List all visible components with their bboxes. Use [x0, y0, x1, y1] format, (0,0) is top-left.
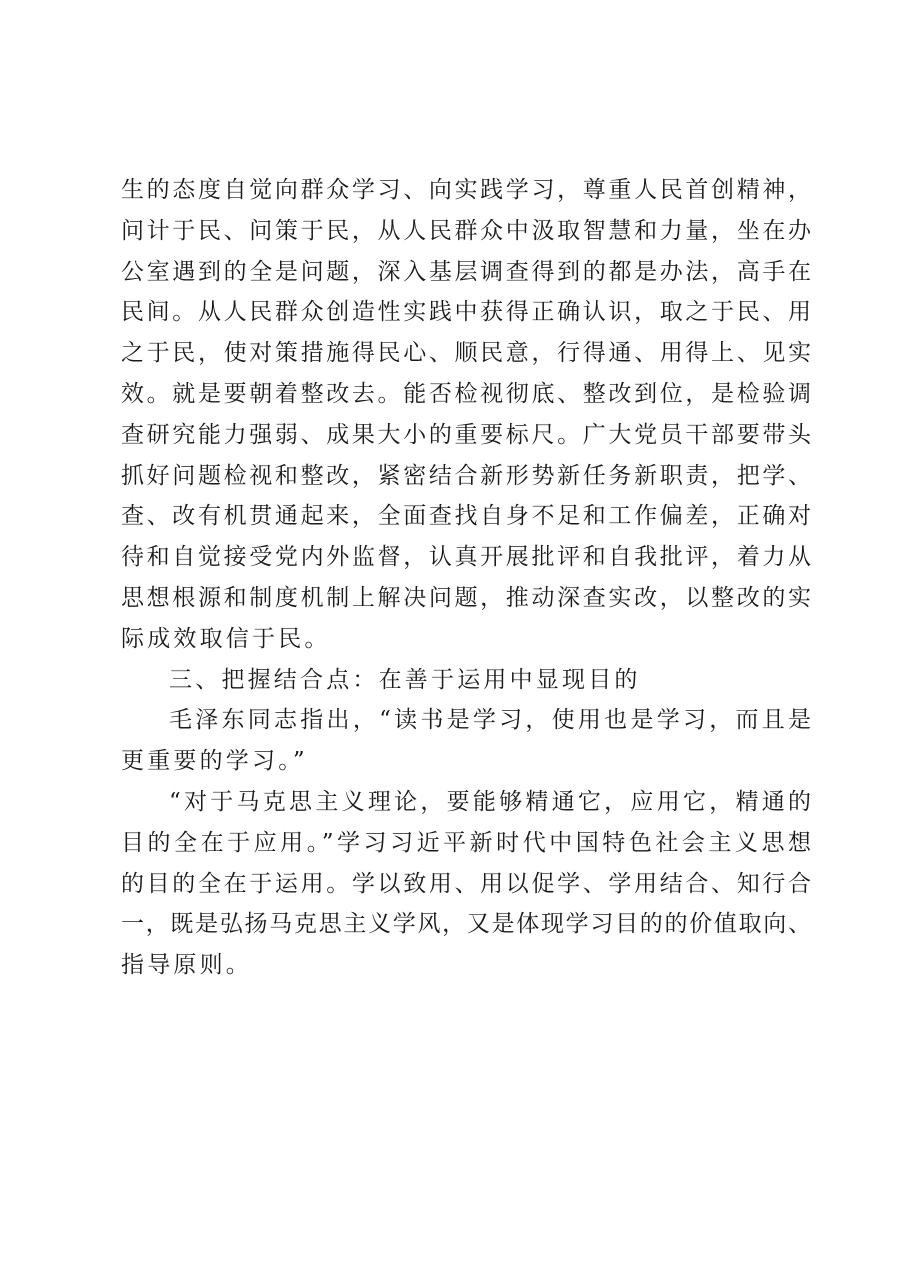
text-line: 查、改有机贯通起来，全面查找自身不足和工作偏差，正确对	[121, 503, 811, 530]
document-body	[121, 170, 811, 986]
text-line: 目的全在于应用。”学习习近平新时代中国特色社会主义思想	[121, 829, 811, 856]
text-line: 查研究能力强弱、成果大小的重要标尺。广大党员干部要带头	[121, 421, 811, 448]
text-line: 抓好问题检视和整改，紧密结合新形势新任务新职责，把学、	[121, 462, 811, 489]
text-line: 民间。从人民群众创造性实践中获得正确认识，取之于民、用	[121, 299, 811, 326]
text-line: 更重要的学习。”	[121, 748, 308, 775]
text-line: 思想根源和制度机制上解决问题，推动深查实改，以整改的实	[121, 584, 811, 611]
text-line: 效。就是要朝着整改去。能否检视彻底、整改到位，是检验调	[121, 380, 811, 407]
text-line: “对于马克思主义理论，要能够精通它，应用它，精通的	[169, 788, 811, 815]
text-line: 际成效取信于民。	[121, 625, 331, 652]
text-line: 的目的全在于运用。学以致用、用以促学、学用结合、知行合	[121, 870, 811, 897]
text-line: 之于民，使对策措施得民心、顺民意，行得通、用得上、见实	[121, 340, 811, 367]
text-line: 三、把握结合点：在善于运用中显现目的	[169, 666, 641, 693]
text-line: 毛泽东同志指出，“读书是学习，使用也是学习，而且是	[169, 707, 811, 734]
text-line: 公室遇到的全是问题，深入基层调查得到的都是办法，高手在	[121, 258, 811, 285]
text-line: 一，既是弘扬马克思主义学风，又是体现学习目的的价值取向、	[121, 911, 811, 938]
text-line: 待和自觉接受党内外监督，认真开展批评和自我批评，着力从	[121, 544, 811, 571]
text-line: 生的态度自觉向群众学习、向实践学习，尊重人民首创精神，	[121, 177, 811, 203]
text-line: 指导原则。	[121, 952, 252, 979]
text-line: 问计于民、问策于民，从人民群众中汲取智慧和力量，坐在办	[121, 217, 811, 244]
